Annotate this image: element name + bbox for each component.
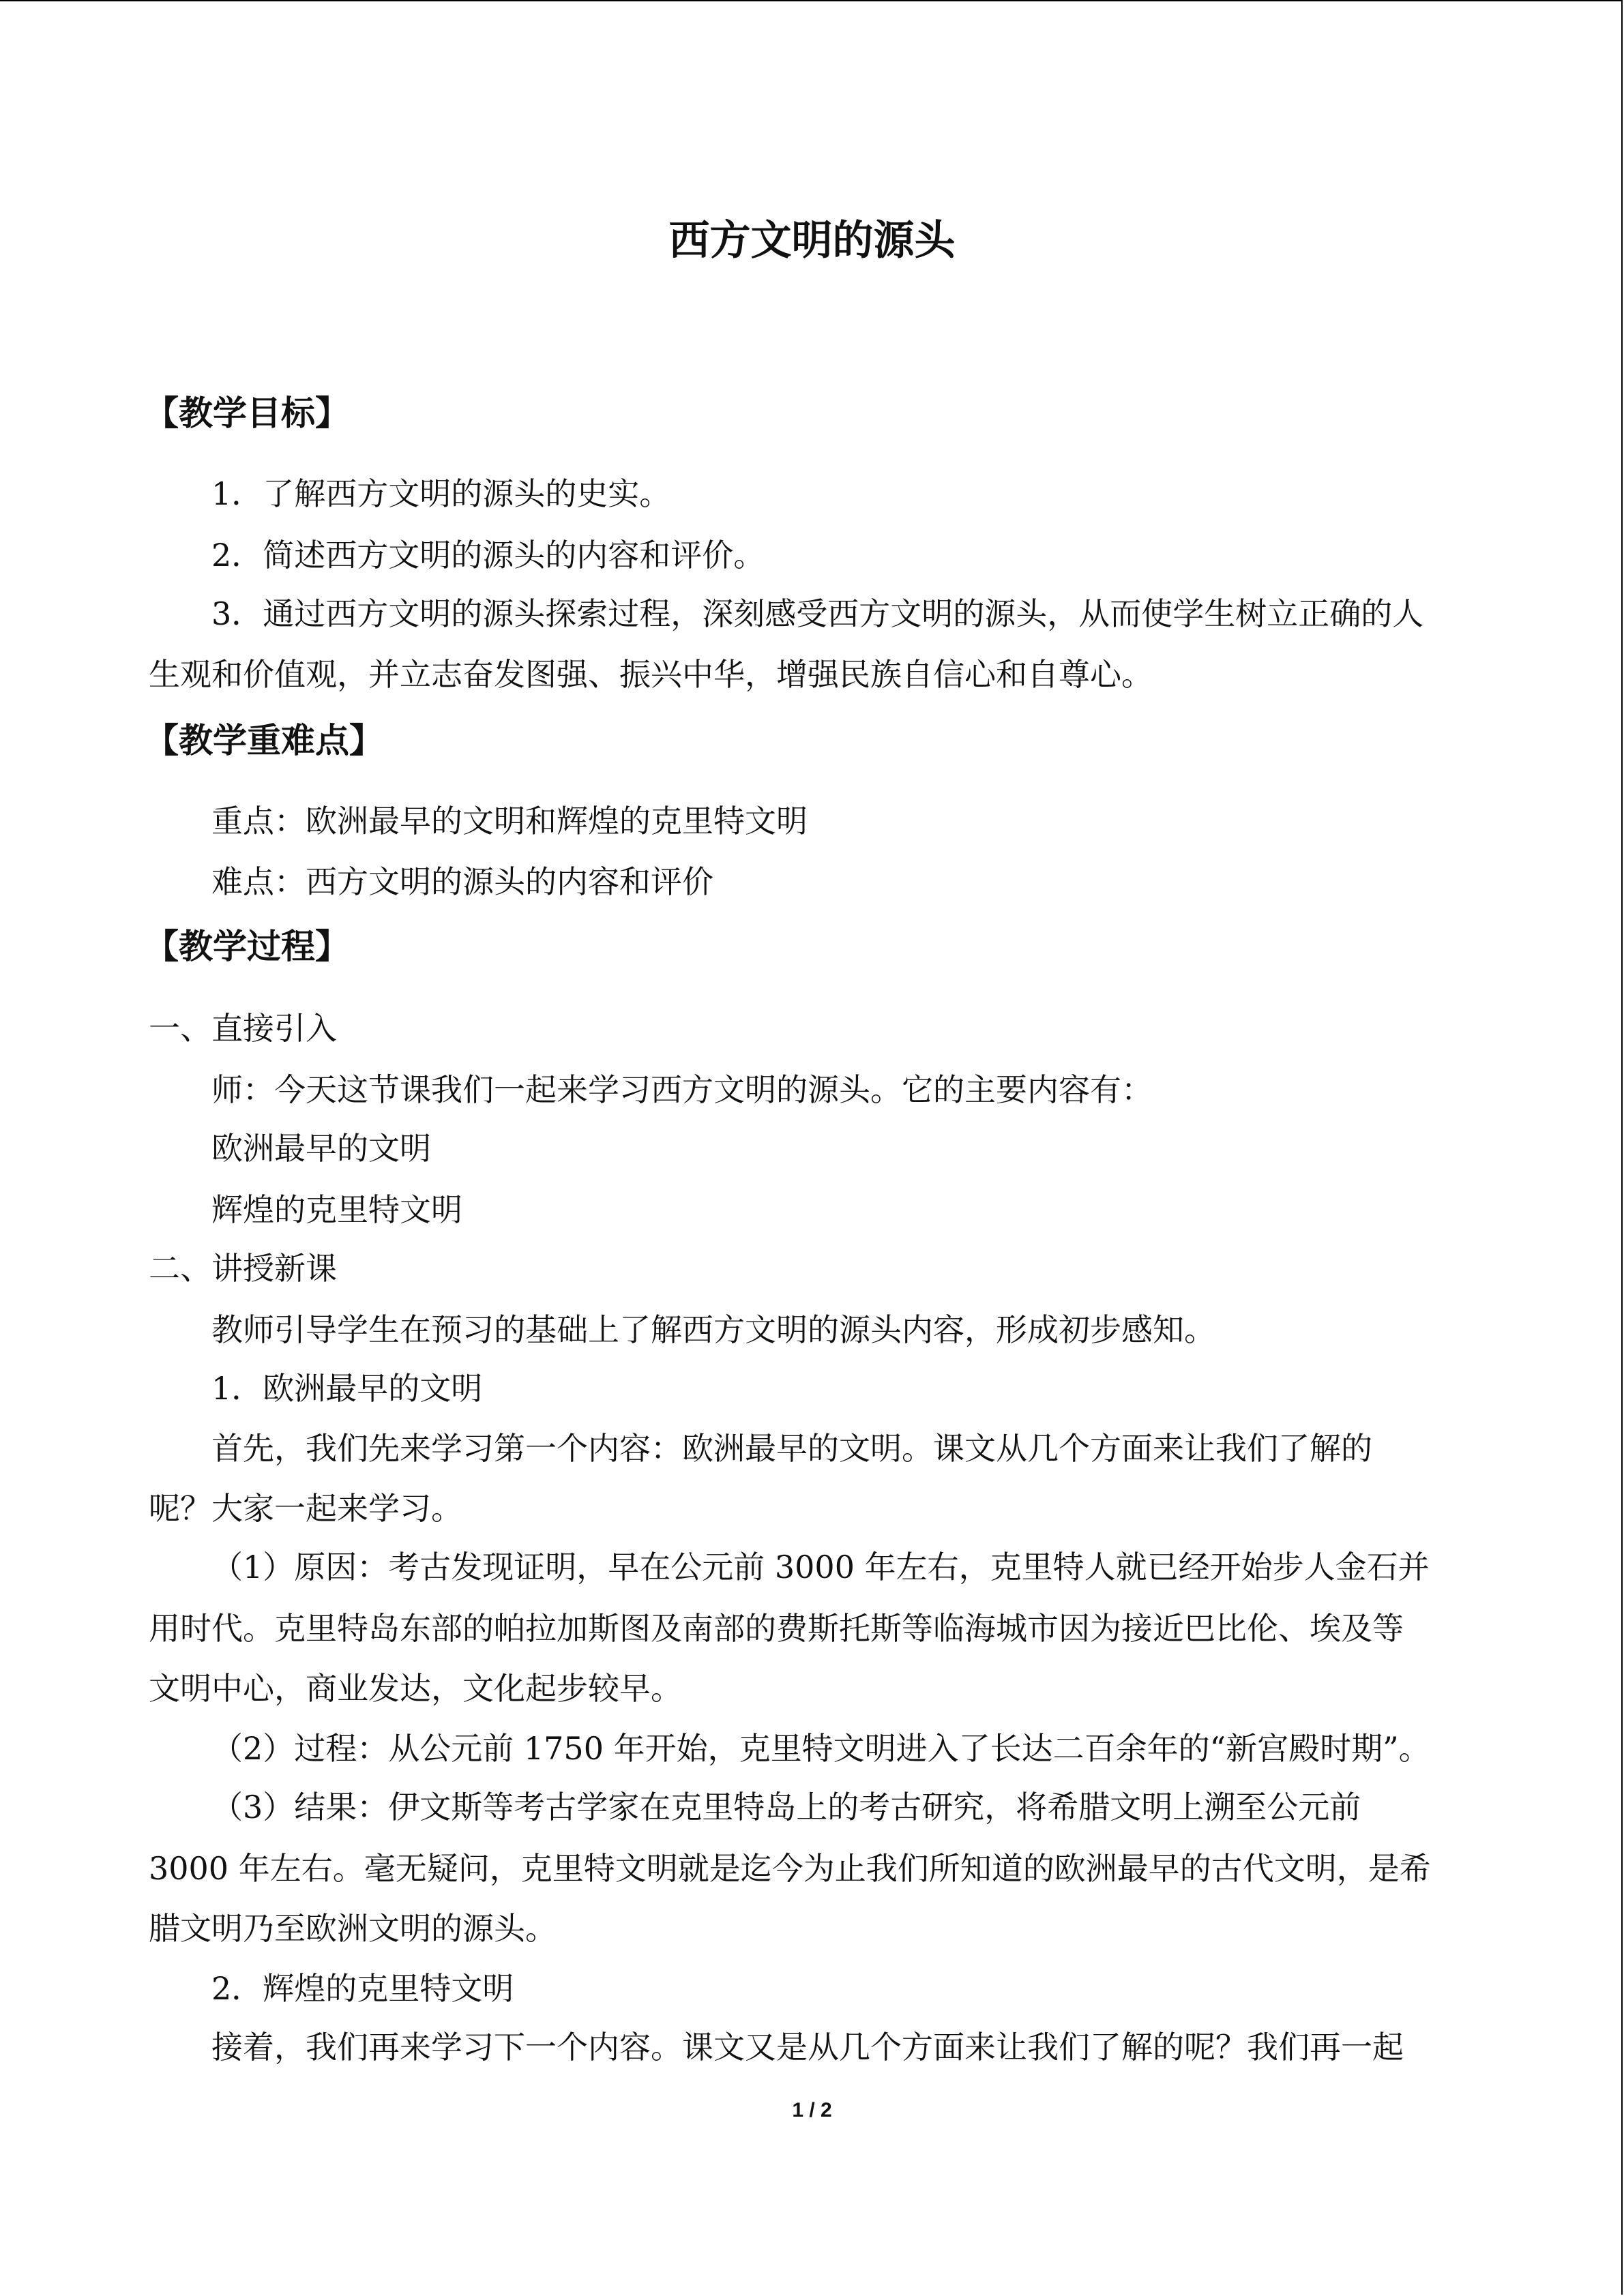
process-line: 2．辉煌的克里特文明 bbox=[211, 1970, 514, 2007]
process-line: 接着，我们再来学习下一个内容。课文又是从几个方面来让我们了解的呢？我们再一起 bbox=[211, 2029, 1404, 2066]
process-line: 欧洲最早的文明 bbox=[211, 1130, 431, 1167]
process-line: 辉煌的克里特文明 bbox=[211, 1191, 462, 1228]
process-line: 用时代。克里特岛东部的帕拉加斯图及南部的费斯托斯等临海城市因为接近巴比伦、埃及等 bbox=[149, 1610, 1404, 1647]
process-line: （2）过程：从公元前 1750 年开始，克里特文明进入了长达二百余年的“新宫殿时期”。 bbox=[211, 1730, 1430, 1767]
objective-line: 2．简述西方文明的源头的内容和评价。 bbox=[211, 537, 765, 573]
process-line: 二、讲授新课 bbox=[149, 1250, 337, 1287]
objective-line: 3．通过西方文明的源头探索过程，深刻感受西方文明的源头，从而使学生树立正确的人 bbox=[211, 595, 1424, 632]
process-line: 一、直接引入 bbox=[149, 1010, 337, 1047]
process-line: 腊文明乃至欧洲文明的源头。 bbox=[149, 1910, 557, 1947]
process-line: 文明中心，商业发达，文化起步较早。 bbox=[149, 1670, 682, 1707]
key-point-line: 难点：西方文明的源头的内容和评价 bbox=[211, 863, 713, 900]
section-heading-process: 【教学过程】 bbox=[145, 927, 349, 966]
objective-line: 1．了解西方文明的源头的史实。 bbox=[211, 475, 671, 512]
process-line: 3000 年左右。毫无疑问，克里特文明就是迄今为止我们所知道的欧洲最早的古代文明，是希 bbox=[149, 1850, 1431, 1887]
section-heading-key-points: 【教学重难点】 bbox=[145, 721, 383, 760]
process-line: 首先，我们先来学习第一个内容：欧洲最早的文明。课文从几个方面来让我们了解的 bbox=[211, 1430, 1372, 1467]
document-title: 西方文明的源头 bbox=[668, 217, 956, 265]
section-heading-objectives: 【教学目标】 bbox=[145, 393, 349, 433]
process-line: 呢？大家一起来学习。 bbox=[149, 1490, 462, 1527]
page-number: 1 / 2 bbox=[792, 2099, 832, 2121]
key-point-line: 重点：欧洲最早的文明和辉煌的克里特文明 bbox=[211, 803, 808, 839]
process-line: 教师引导学生在预习的基础上了解西方文明的源头内容，形成初步感知。 bbox=[211, 1311, 1215, 1348]
process-line: （3）结果：伊文斯等考古学家在克里特岛上的考古研究，将希腊文明上溯至公元前 bbox=[211, 1789, 1361, 1825]
objective-line: 生观和价值观，并立志奋发图强、振兴中华，增强民族自信心和自尊心。 bbox=[149, 656, 1153, 693]
process-line: （1）原因：考古发现证明，早在公元前 3000 年左右，克里特人就已经开始步人金石并 bbox=[211, 1549, 1430, 1585]
process-line: 1．欧洲最早的文明 bbox=[211, 1370, 483, 1407]
process-line: 师：今天这节课我们一起来学习西方文明的源头。它的主要内容有： bbox=[211, 1071, 1153, 1108]
